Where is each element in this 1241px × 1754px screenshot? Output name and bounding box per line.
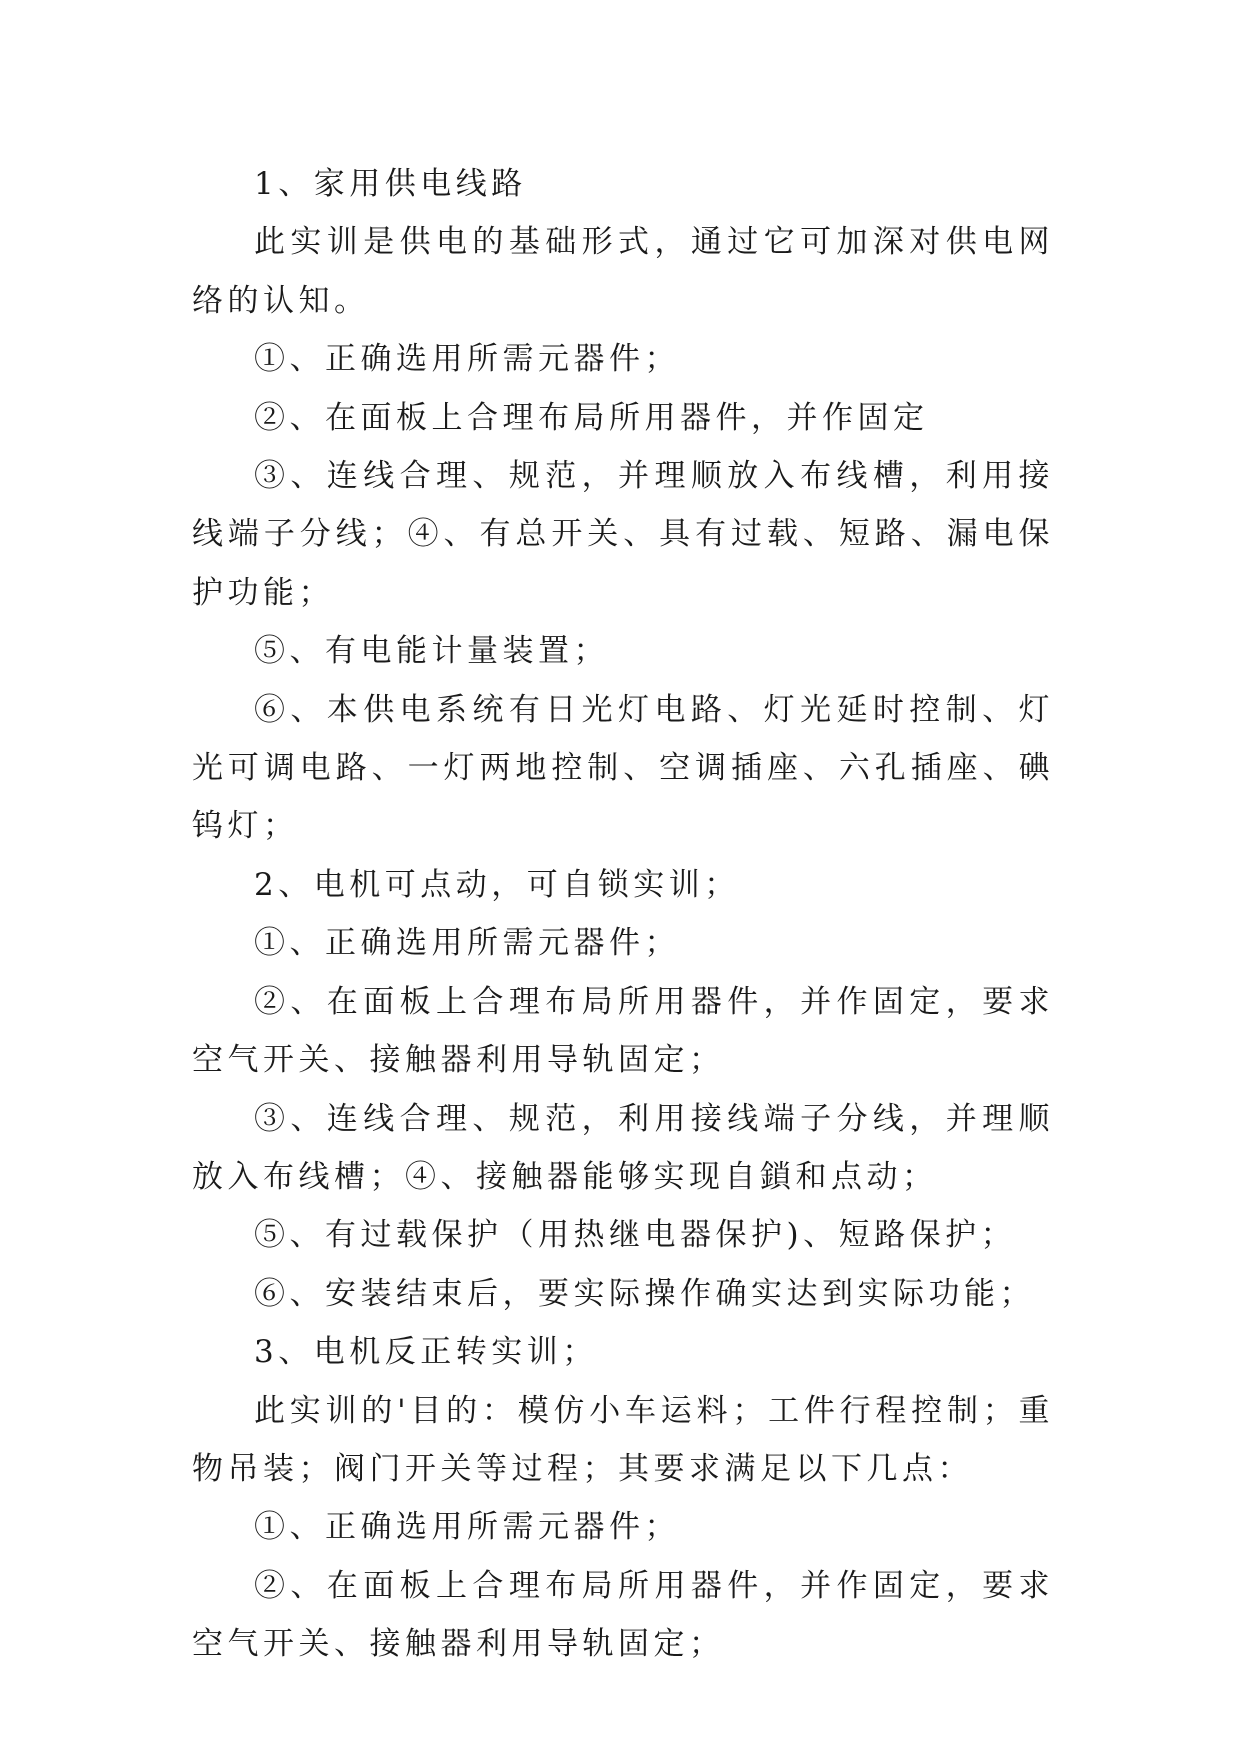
list-item-3: ③、连线合理、规范，并理顺放入布线槽，利用接线端子分线；④、有总开关、具有过载、短路、漏电保护功能； — [192, 458, 1054, 611]
heading-motor-jog-selflock: 2、电机可点动，可自锁实训； — [254, 866, 740, 903]
list-item-6: ⑥、安装结束后，要实际操作确实达到实际功能； — [254, 1275, 1035, 1312]
paragraph-purpose: 此实训的'目的：模仿小车运料；工件行程控制；重物吊装；阀门开关等过程；其要求满足以下几点： — [192, 1392, 1054, 1487]
list-item-2: ②、在面板上合理布局所用器件，并作固定，要求空气开关、接触器利用导轨固定； — [192, 983, 1054, 1079]
heading-household-power-circuit: 1、家用供电线路 — [254, 166, 527, 202]
list-item-2: ②、在面板上合理布局所用器件，并作固定，要求空气开关、接触器利用导轨固定； — [192, 1567, 1054, 1663]
list-item-1: ①、正确选用所需元器件； — [254, 925, 680, 962]
list-item-6: ⑥、本供电系统有日光灯电路、灯光延时控制、灯光可调电路、一灯两地控制、空调插座、六孔插座、碘钨灯； — [192, 691, 1054, 845]
list-item-5: ⑤、有电能计量装置； — [254, 633, 609, 670]
document-body — [192, 155, 1054, 1674]
paragraph-intro-power: 此实训是供电的基础形式，通过它可加深对供电网络的认知。 — [192, 224, 1054, 319]
heading-motor-reverse: 3、电机反正转实训； — [254, 1334, 598, 1371]
list-item-1: ①、正确选用所需元器件； — [254, 1509, 680, 1546]
list-item-3: ③、连线合理、规范，利用接线端子分线，并理顺放入布线槽；④、接触器能够实现自鎖和点动； — [192, 1100, 1054, 1195]
list-item-2: ②、在面板上合理布局所用器件，并作固定 — [254, 399, 929, 436]
list-item-1: ①、正确选用所需元器件； — [254, 341, 680, 378]
list-item-5: ⑤、有过载保护（用热继电器保护)、短路保护； — [254, 1217, 1017, 1254]
